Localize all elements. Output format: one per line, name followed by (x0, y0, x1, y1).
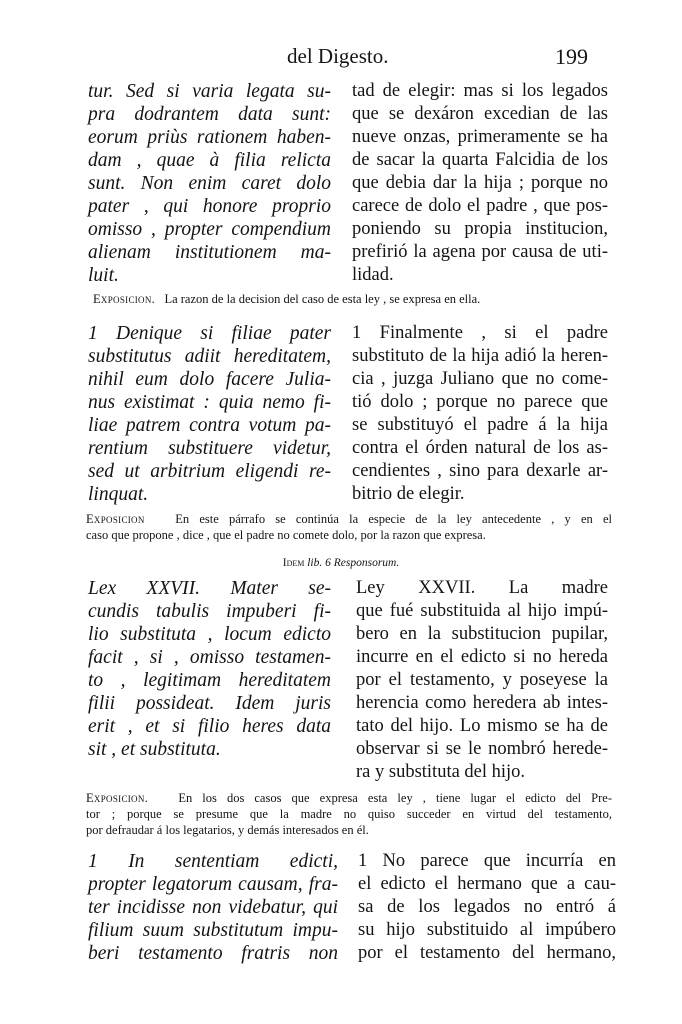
spanish-line: se substituyó el padre á la hija (352, 415, 608, 435)
latin-line: eorum priùs rationem haben- (88, 127, 331, 148)
exposition-text: En los dos casos que expresa esta ley , tiene lugar el edicto del Pre- (178, 791, 612, 805)
exposition-label: Exposicion. (93, 292, 156, 306)
latin-line: ter incidisse non videbatur, qui (88, 897, 338, 918)
latin-line: lio substituta , locum edicto (88, 624, 331, 645)
latin-line: tur. Sed si varia legata su- (88, 81, 331, 102)
latin-line: filii possideat. Idem juris (88, 693, 331, 714)
page-header (0, 44, 682, 72)
spanish-line: de sacar la quarta Falcidia de los (352, 150, 608, 170)
latin-line: rentium substituere videtur, (88, 438, 331, 459)
latin-line: luit. (88, 265, 119, 286)
exposition-3 (86, 790, 612, 838)
spanish-line: bero en la substitucion pupilar, (356, 624, 608, 644)
spanish-line: incurre en el edicto si no hereda (356, 647, 608, 667)
exposition-label: Exposicion. (86, 791, 149, 805)
latin-column-2 (88, 322, 331, 506)
spanish-line: tad de elegir: mas si los legados (352, 81, 608, 101)
spanish-column-3 (356, 577, 608, 784)
spanish-line: bitrio de elegir. (352, 484, 465, 504)
exposition-2 (86, 511, 612, 543)
exposition-text: caso que propone , dice , que el padre no comete dolo, por la razon que expresa. (86, 528, 486, 542)
source-work: Responsorum. (333, 557, 400, 569)
spanish-line: cendientes , sino para dexarle ar- (352, 461, 608, 481)
latin-line: omisso , propter compendium (88, 219, 331, 240)
spanish-line: tió dolo ; porque no parece que (352, 392, 608, 412)
spanish-line: cia , juzga Juliano que no come- (352, 369, 608, 389)
spanish-line: observar si se le nombró herede- (356, 739, 608, 759)
latin-line: 1 In sententiam edicti, (88, 851, 338, 872)
spanish-line: carece de dolo el padre , que pos- (352, 196, 608, 216)
latin-line: sed ut arbitrium eligendi re- (88, 461, 331, 482)
latin-line: dam , quae à filia relicta (88, 150, 331, 171)
spanish-line: por el testamento del hermano, (358, 943, 616, 963)
latin-column-3 (88, 577, 331, 761)
latin-line: sunt. Non enim caret dolo (88, 173, 331, 194)
latin-line: linquat. (88, 484, 149, 505)
running-title: del Digesto. (287, 44, 389, 68)
latin-column-1 (88, 80, 331, 287)
latin-line: pater , qui honore proprio (88, 196, 331, 217)
exposition-text: En este párrafo se continúa la especie de la ley antecedente , y en el (175, 512, 612, 526)
latin-line: nus existimat : quia nemo fi- (88, 392, 331, 413)
source-book: lib. 6 (307, 557, 331, 569)
spanish-line: ra y substituta del hijo. (356, 762, 526, 782)
exposition-label: Exposicion (86, 512, 145, 526)
page-number: 199 (555, 44, 588, 69)
spanish-line: lidad. (352, 265, 394, 285)
spanish-line: herencia como heredera ab intes- (356, 693, 608, 713)
spanish-line: que debia dar la hija ; porque no (352, 173, 608, 193)
spanish-column-1 (352, 80, 608, 287)
latin-column-4 (88, 850, 338, 965)
latin-line: pra dodrantem data sunt: (88, 104, 331, 125)
spanish-column-4 (358, 850, 616, 965)
spanish-column-2 (352, 322, 608, 506)
spanish-line: Ley XXVII. La madre (356, 578, 608, 598)
spanish-line: sa de los legados no entró á (358, 897, 616, 917)
latin-line: to , legitimam hereditatem (88, 670, 331, 691)
spanish-line: 1 No parece que incurría en (358, 851, 616, 871)
spanish-line: prefirió la agena por causa de uti- (352, 242, 608, 262)
spanish-line: que se dexáron excedian de las (352, 104, 608, 124)
spanish-line: contra el órden natural de los as- (352, 438, 608, 458)
latin-line: substitutus adiit hereditatem, (88, 346, 331, 367)
latin-line: 1 Denique si filiae pater (88, 323, 331, 344)
exposition-text: tor ; porque se presume que la madre no quiso succeder en virtud del testamento, (86, 807, 612, 821)
exposition-text: por defraudar á los legatarios, y demás interesados en él. (86, 823, 369, 837)
spanish-line: substituto de la hija adió la heren- (352, 346, 608, 366)
latin-line: propter legatorum causam, fra- (88, 874, 338, 895)
latin-line: erit , et si filio heres data (88, 716, 331, 737)
latin-line: liae patrem contra votum pa- (88, 415, 331, 436)
latin-line: sit , et substituta. (88, 739, 221, 760)
latin-line: facit , si , omisso testamen- (88, 647, 331, 668)
latin-line: filium suum substitutum impu- (88, 920, 338, 941)
exposition-text: La razon de la decision del caso de esta ley , se expresa en ella. (164, 292, 481, 306)
latin-line: alienam institutionem ma- (88, 242, 331, 263)
spanish-line: su hijo substituido al impúbero (358, 920, 616, 940)
source-name: Idem (282, 557, 305, 569)
latin-line: nihil eum dolo facere Julia- (88, 369, 331, 390)
latin-line: cundis tabulis impuberi fi- (88, 601, 331, 622)
spanish-line: nueve onzas, primeramente se ha (352, 127, 608, 147)
spanish-line: poniendo su propia institucion, (352, 219, 608, 239)
spanish-line: por el testamento, y poseyese la (356, 670, 608, 690)
exposition-1 (93, 291, 613, 307)
latin-line: beri testamento fratris non (88, 943, 338, 964)
spanish-line: 1 Finalmente , si el padre (352, 323, 608, 343)
spanish-line: tato del hijo. Lo mismo se ha de (356, 716, 608, 736)
spanish-line: el edicto el hermano que a cau- (358, 874, 616, 894)
latin-line: Lex XXVII. Mater se- (88, 578, 331, 599)
source-reference (0, 557, 682, 569)
spanish-line: que fué substituida al hijo impú- (356, 601, 608, 621)
